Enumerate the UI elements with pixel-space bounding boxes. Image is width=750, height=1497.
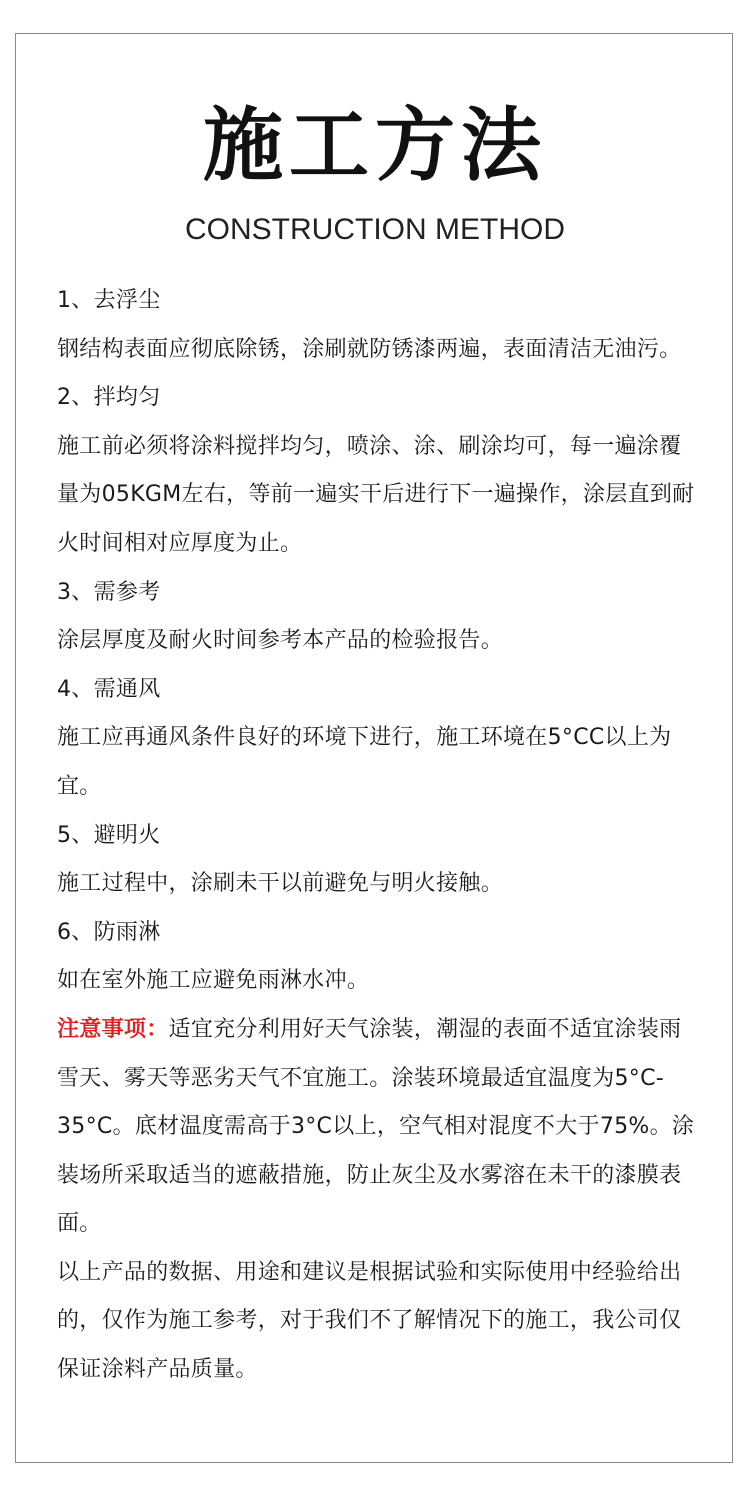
section-body: 施工过程中，涂刷未干以前避免与明火接触。: [57, 871, 504, 897]
section-heading: 4、需通风: [57, 676, 161, 702]
section-body: 涂层厚度及耐火时间参考本产品的检验报告。: [57, 628, 504, 654]
section-heading: 3、需参考: [57, 579, 161, 605]
section-body: 钢结构表面应彻底除锈，涂刷就防锈漆两遍，表面清洁无油污。: [57, 336, 682, 362]
section-heading: 5、避明火: [57, 822, 161, 848]
section-heading: 1、去浮尘: [57, 288, 161, 313]
section-body: 施工应再通风条件良好的环境下进行，施工环境在5°CC以上为宜。: [57, 725, 672, 799]
section-heading: 6、防雨淋: [57, 919, 161, 945]
notice-paragraph: [57, 1006, 697, 1249]
section-body: 如在室外施工应避免雨淋水冲。: [57, 968, 370, 994]
page-subtitle: CONSTRUCTION METHOD: [185, 213, 565, 246]
content-body: [57, 277, 697, 1395]
disclaimer-paragraph: 以上产品的数据、用途和建议是根据试验和实际使用中经验给出的，仅作为施工参考，对于我们不了解情况下的施工，我公司仅保证涂料产品质量。: [57, 1259, 682, 1383]
section-body: 施工前必须将涂料搅拌均匀，喷涂、涂、刷涂均可，每一遍涂覆量为05KGM左右，等前一遍实干后进行下一遍操作，涂层直到耐火时间相对应厚度为止。: [57, 433, 695, 556]
notice-label: 注意事项：: [57, 1016, 169, 1042]
section-heading: 2、拌均匀: [57, 385, 161, 411]
page-title: 施工方法: [203, 99, 547, 192]
notice-text: 适宜充分利用好天气涂装，潮湿的表面不适宜涂装雨雪天、雾天等恶劣天气不宜施工。涂装环境最适宜温度为5°C-35°C。底材温度需高于3°C以上，空气相对混度不大于75%。涂装场所采取适当的遮蔽措施，防止灰尘及水雾溶在未干的漆膜表面。: [57, 1016, 695, 1237]
